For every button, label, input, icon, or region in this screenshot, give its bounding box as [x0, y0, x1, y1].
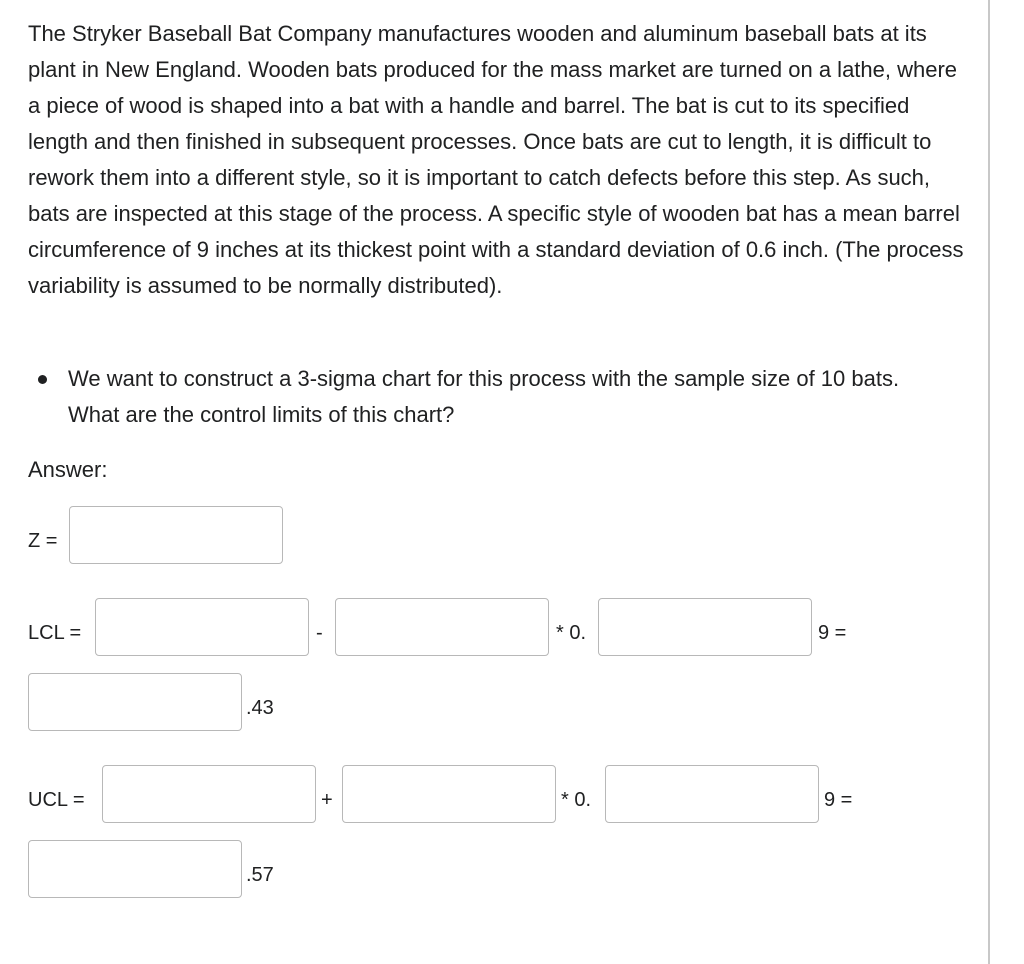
ucl-plus-sign: + — [321, 789, 333, 811]
lcl-result-input[interactable] — [28, 673, 242, 731]
problem-statement: The Stryker Baseball Bat Company manufactures wooden and aluminum baseball bats at its plant in New England. Wooden bats produced for the mass market are turned on a lathe, where a piece of wood is shaped into a bat with a handle and barrel. The bat is cut to its specified length and then finished in subsequent processes. Once bats are cut to length, it is difficult to rework them into a different style, so it is important to catch defects before this step. As such, bats are inspected at this stage of the process. A specific style of wooden bat has a mean barrel circumference of 9 inches at its thickest point with a standard deviation of 0.6 inch. (The process variability is assumed to be normally distributed). — [28, 21, 964, 298]
lcl-center-input[interactable] — [95, 598, 309, 656]
ucl-result-input[interactable] — [28, 840, 242, 898]
answer-label: Answer: — [28, 457, 108, 482]
question-text: We want to construct a 3-sigma chart for this process with the sample size of 10 bats. What are the control limits of this chart? — [68, 366, 900, 427]
lcl-sigma-input[interactable] — [598, 598, 812, 656]
lcl-times-text: * 0. — [556, 622, 587, 644]
lcl-result-suffix: .43 — [246, 697, 274, 719]
lcl-label: LCL = — [28, 622, 82, 644]
ucl-center-input[interactable] — [102, 765, 316, 823]
ucl-result-suffix: .57 — [246, 864, 274, 886]
ucl-times-text: * 0. — [561, 789, 592, 811]
bullet-icon — [38, 375, 47, 384]
lcl-minus-sign: - — [316, 622, 323, 644]
ucl-z-input[interactable] — [342, 765, 556, 823]
ucl-label: UCL = — [28, 789, 85, 811]
lcl-z-input[interactable] — [335, 598, 549, 656]
right-border-line — [988, 0, 990, 964]
lcl-tail-text: 9 = — [818, 622, 847, 644]
question-item — [28, 361, 948, 433]
question-list — [28, 361, 948, 433]
z-input[interactable] — [69, 506, 283, 564]
z-label: Z = — [28, 530, 58, 552]
ucl-sigma-input[interactable] — [605, 765, 819, 823]
ucl-tail-text: 9 = — [824, 789, 853, 811]
